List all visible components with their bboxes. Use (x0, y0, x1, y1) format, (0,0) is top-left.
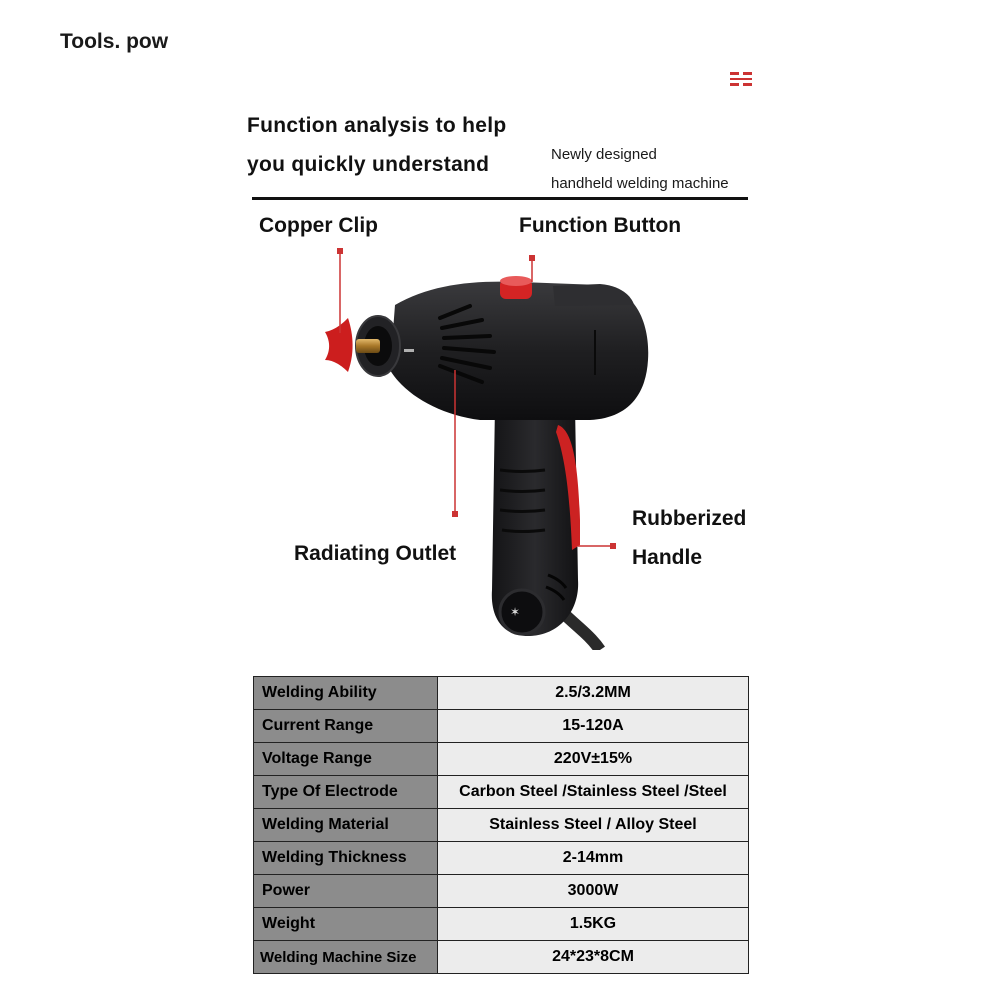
callout-radiating-outlet: Radiating Outlet (294, 542, 457, 565)
spec-value: 24*23*8CM (438, 941, 749, 974)
spec-value: Stainless Steel / Alloy Steel (438, 809, 749, 842)
spec-label: Current Range (254, 710, 438, 743)
spec-label: Welding Machine Size (254, 941, 438, 974)
spec-value: Carbon Steel /Stainless Steel /Steel (438, 776, 749, 809)
callout-copper-clip: Copper Clip (259, 214, 378, 237)
table-row (254, 809, 749, 842)
table-row (254, 710, 749, 743)
spec-label: Power (254, 875, 438, 908)
callout-rubberized-line-1: Rubberized (632, 507, 747, 530)
spec-label: Voltage Range (254, 743, 438, 776)
spec-value: 2-14mm (438, 842, 749, 875)
spec-value: 3000W (438, 875, 749, 908)
table-row (254, 875, 749, 908)
callout-function-button: Function Button (519, 214, 682, 237)
brand-logo-text: Tools. pow (60, 30, 169, 53)
spec-value: 1.5KG (438, 908, 749, 941)
spec-table (253, 676, 749, 974)
spec-label: Weight (254, 908, 438, 941)
spec-value: 2.5/3.2MM (438, 677, 749, 710)
table-row (254, 776, 749, 809)
subtitle-line-1: Newly designed (551, 146, 657, 163)
spec-label: Welding Thickness (254, 842, 438, 875)
callout-rubberized-line-2: Handle (632, 546, 703, 569)
spec-label: Welding Ability (254, 677, 438, 710)
table-row (254, 941, 749, 974)
subtitle-line-2: handheld welding machine (551, 175, 729, 192)
page-title-line-1: Function analysis to help (247, 114, 507, 137)
svg-text:✶: ✶ (510, 605, 521, 619)
page-title-line-2: you quickly understand (247, 153, 490, 176)
table-row (254, 842, 749, 875)
table-row (254, 743, 749, 776)
spec-value: 220V±15% (438, 743, 749, 776)
header-divider (252, 197, 748, 200)
spec-label: Welding Material (254, 809, 438, 842)
menu-icon[interactable] (730, 71, 752, 87)
spec-label: Type Of Electrode (254, 776, 438, 809)
table-row (254, 677, 749, 710)
spec-value: 15-120A (438, 710, 749, 743)
table-row (254, 908, 749, 941)
welding-machine-image (300, 240, 680, 650)
